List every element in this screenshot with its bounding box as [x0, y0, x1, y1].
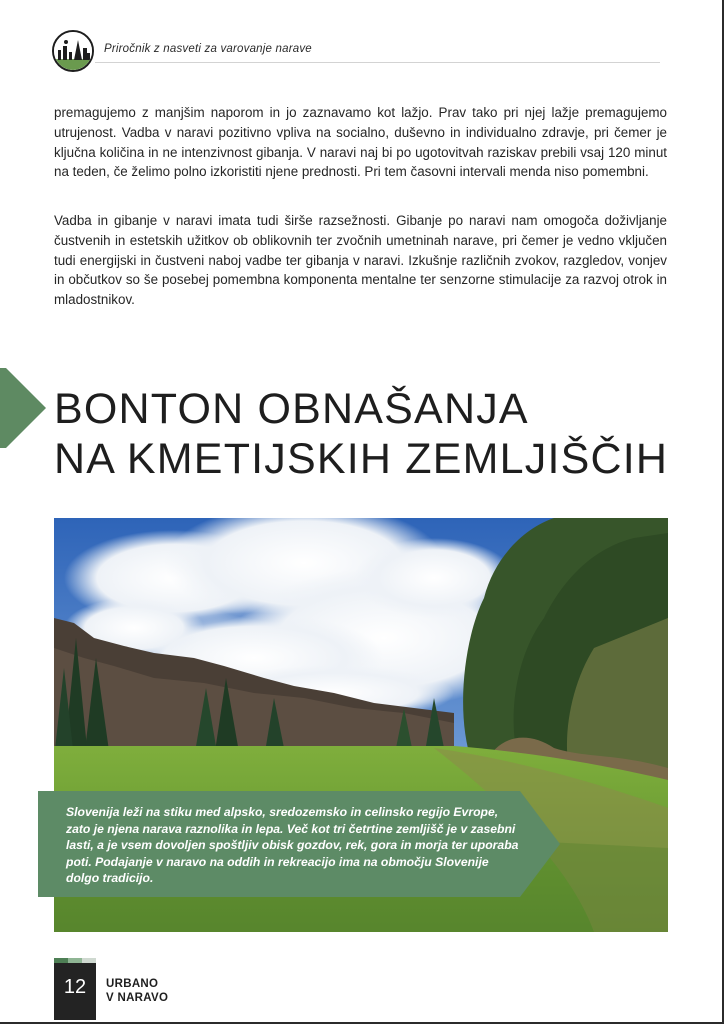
body-paragraph-1: premagujemo z manjšim naporom in jo zaznavamo kot lažjo. Prav tako pri njej lažje premagujemo utrujenost. Vadba v naravi pozitivno vpliva na socialno, duševno in individualno zdravje, pri čemer je ključna količina in ne intenzivnost gibanja. V naravi naj bi po ugotovitvah raziskav prebili vsaj 120 minut na teden, če želimo polno izkoristiti njene prednosti. Pri tem časovni intervali menda niso pomembni. — [54, 105, 667, 180]
section-heading-line-2: NA KMETIJSKIH ZEMLJIŠČIH — [54, 435, 669, 483]
heading-arrow-icon — [0, 368, 46, 448]
section-heading — [54, 384, 668, 484]
page-number: 12 — [63, 976, 87, 998]
page-number-box — [54, 963, 96, 1020]
header-divider — [95, 62, 660, 63]
brand-line-1: URBANO — [106, 978, 159, 990]
caption-banner — [38, 791, 560, 897]
section-heading-line-1: BONTON OBNAŠANJA — [54, 385, 529, 433]
body-paragraph-2: Vadba in gibanje v naravi imata tudi širše razsežnosti. Gibanje po naravi nam omogoča doživljanje čustvenih in estetskih užitkov ob oblikovnih ter zvočnih umetninah narave, pri čemer je vedno vključen tudi energijski in čustveni naboj vadbe ter gibanja v naravi. Izkušnje različnih zvokov, razgledov, vonjev in občutkov so še posebej pomembna komponenta mentalne ter senzorne stimulacije za razvoj otrok in mladostnikov. — [54, 213, 667, 308]
logo-icon — [52, 30, 94, 72]
caption-text: Slovenija leži na stiku med alpsko, sredozemsko in celinsko regijo Evrope, zato je njena narava raznolika in lepa. Več kot tri četrtine zemljišč je v zasebni lasti, a je vsem dovoljen spoštljiv obisk gozdov, rek, gora in morja ter uporaba poti. Podajanje v naravo na oddih in rekreacijo ima na območju Slovenije dolgo tradicijo. — [66, 805, 519, 886]
publication-brand — [106, 977, 168, 1005]
header-title: Priročnik z nasveti za varovanje narave — [104, 43, 312, 55]
brand-line-2: V NARAVO — [106, 992, 169, 1004]
